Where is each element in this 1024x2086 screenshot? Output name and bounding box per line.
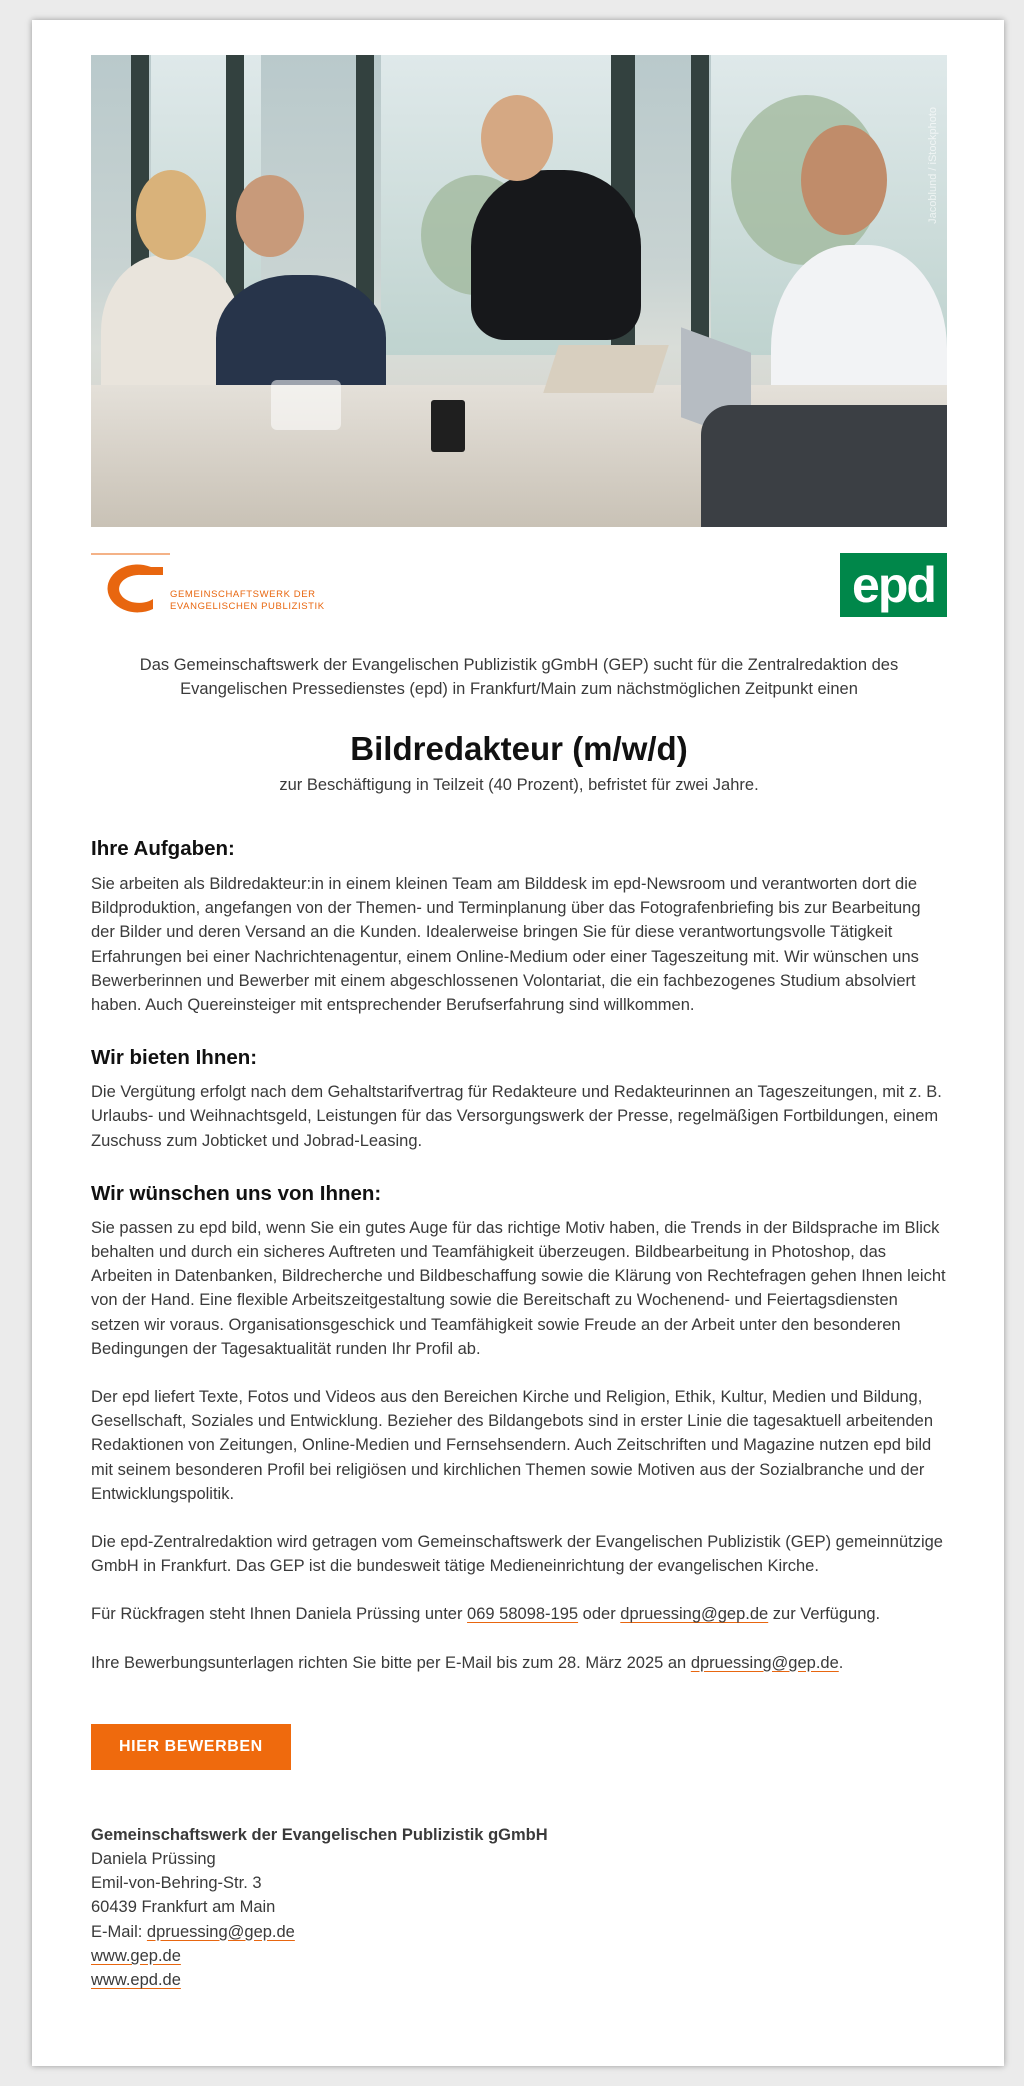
glass-icon <box>271 380 341 430</box>
job-subtitle: zur Beschäftigung in Teilzeit (40 Prozent), befristet für zwei Jahre. <box>279 776 759 794</box>
section-wish <box>91 1182 947 1361</box>
footer-city: 60439 Frankfurt am Main <box>91 1898 276 1917</box>
gep-logo <box>91 553 331 617</box>
footer-web2-line <box>91 1968 947 1992</box>
gep-logo-line1: GEMEINSCHAFTSWERK DER <box>170 589 316 600</box>
footer-web2-link[interactable]: www.epd.de <box>91 1971 181 1990</box>
footer-street: Emil-von-Behring-Str. 3 <box>91 1874 262 1893</box>
footer-org: Gemeinschaftswerk der Evangelischen Publizistik gGmbH <box>91 1825 548 1844</box>
section-offer-heading: Wir bieten Ihnen: <box>91 1046 258 1070</box>
footer-address <box>91 1823 947 1992</box>
gep-logo-line2: EVANGELISCHEN PUBLIZISTIK <box>170 601 325 612</box>
footer-web1-line <box>91 1944 947 1968</box>
person-standing <box>471 170 641 340</box>
logo-row <box>91 553 947 617</box>
contact-text <box>91 1602 947 1626</box>
footer-web1-link[interactable]: www.gep.de <box>91 1946 181 1965</box>
person-left-head <box>136 170 206 260</box>
chair-icon <box>701 405 947 527</box>
apply-button[interactable]: HIER BEWERBEN <box>91 1724 291 1770</box>
person-right-head <box>801 125 887 235</box>
epd-logo: epd <box>840 553 947 617</box>
contact-prefix: Für Rückfragen steht Ihnen Daniela Prüssing unter <box>91 1605 468 1624</box>
about-gep-text: Die epd-Zentralredaktion wird getragen vom Gemeinschaftswerk der Evangelischen Publizistik (GEP) gemeinnützige GmbH in Frankfurt. Das GEP ist die bundesweit tätige Medieneinrichtung der evangelischen Kirche. <box>91 1533 943 1576</box>
gep-c-icon <box>91 553 171 617</box>
contact-suffix: zur Verfügung. <box>768 1605 881 1624</box>
section-tasks-text: Sie arbeiten als Bildredakteur:in in einem kleinen Team am Bilddesk im epd-Newsroom und verantworten dort die Bildproduktion, angefangen von der Themen- und Terminplanung über das Fotografenbriefing bis zur Bearbeitung der Bilder und deren Versand an die Kunden. Idealerweise bringen Sie für diese verantwortungsvolle Tätigkeit Erfahrungen bei einer Nachrichtenagentur, einem Online-Medium oder einer Tageszeitung mit. Wir wünschen uns Bewerberinnen und Bewerber mit einem abgeschlossenen Volontariat, die ein fachbezogenes Studium absolviert haben. Auch Quereinsteiger mit entsprechender Berufserfahrung sind willkommen. <box>91 875 921 1015</box>
application-text <box>91 1651 947 1675</box>
footer-name: Daniela Prüssing <box>91 1850 216 1869</box>
contact-email-link[interactable]: dpruessing@gep.de <box>620 1605 769 1624</box>
footer-email-link[interactable]: dpruessing@gep.de <box>146 1922 295 1941</box>
job-ad-sheet <box>32 20 1004 2066</box>
section-tasks-heading: Ihre Aufgaben: <box>91 837 235 860</box>
section-wish-text: Sie passen zu epd bild, wenn Sie ein gutes Auge für das richtige Motiv haben, die Trends in der Bildsprache im Blick behalten und durch ein sicheres Auftreten und Teamfähigkeit überzeugen. Bildbearbeitung in Photoshop, das Arbeiten in Datenbanken, Bildrecherche und Bildbeschaffung sowie die Klärung von Rechtefragen gehen Ihnen leicht von der Hand. Eine flexible Arbeitszeitgestaltung sowie die Bereitschaft zu Wochenend- und Feiertagsdiensten setzen wir voraus. Organisationsgeschick und Teamfähigkeit sowie Freude an der Arbeit unter den besonderen Bedingungen der Tagesaktualität runden Ihr Profil ab. <box>91 1218 946 1358</box>
job-ad-content <box>91 55 947 1992</box>
section-wish-heading: Wir wünschen uns von Ihnen: <box>91 1181 382 1205</box>
section-offer-text: Die Vergütung erfolgt nach dem Gehaltstarifvertrag für Redakteure und Redakteurinnen an Tageszeitungen, mit z. B. Urlaubs- und Weihnachtsgeld, Leistungen für das Versorgungswerk der Presse, regelmäßigen Fortbildungen, einem Zuschuss zum Jobticket und Jobrad-Leasing. <box>91 1083 942 1150</box>
application-suffix: . <box>838 1653 844 1672</box>
cup-icon <box>431 400 465 452</box>
section-offer <box>91 1046 947 1153</box>
window-frame <box>691 55 709 375</box>
section-tasks <box>91 837 947 1017</box>
person-standing-head <box>481 95 553 181</box>
application-prefix: Ihre Bewerbungsunterlagen richten Sie bitte per E-Mail bis zum 28. März 2025 an <box>91 1653 691 1672</box>
person-middle-head <box>236 175 304 257</box>
laptop-icon <box>543 345 669 393</box>
contact-phone-link[interactable]: 069 58098-195 <box>467 1605 579 1624</box>
about-epd-text: Der epd liefert Texte, Fotos und Videos aus den Bereichen Kirche und Religion, Ethik, Kultur, Medien und Bildung, Gesellschaft, Soziales und Entwicklung. Bezieher des Bildangebots sind in erster Linie die tagesaktuell arbeitenden Redaktionen von Zeitungen, Online-Medien und Fernsehsendern. Auch Zeitschriften und Magazine nutzen epd bild mit seinem besonderen Profil bei religiösen und kirchlichen Themen sowie Motiven aus der Sozialbranche und der Entwicklungspolitik. <box>91 1388 934 1503</box>
intro-text: Das Gemeinschaftswerk der Evangelischen Publizistik gGmbH (GEP) sucht für die Zentralredaktion des Evangelischen Pressedienstes (epd) in Frankfurt/Main zum nächstmöglichen Zeitpunkt einen <box>139 656 899 698</box>
gep-logo-text <box>170 589 325 613</box>
job-title: Bildredakteur (m/w/d) <box>350 730 688 767</box>
contact-middle: oder <box>578 1605 621 1624</box>
hero-photo <box>91 55 947 527</box>
photo-credit: Jacoblund / iStockphoto <box>927 107 939 224</box>
footer-email-label: E-Mail: <box>91 1922 147 1941</box>
footer-email-line <box>91 1920 947 1944</box>
application-email-link[interactable]: dpruessing@gep.de <box>690 1653 839 1672</box>
